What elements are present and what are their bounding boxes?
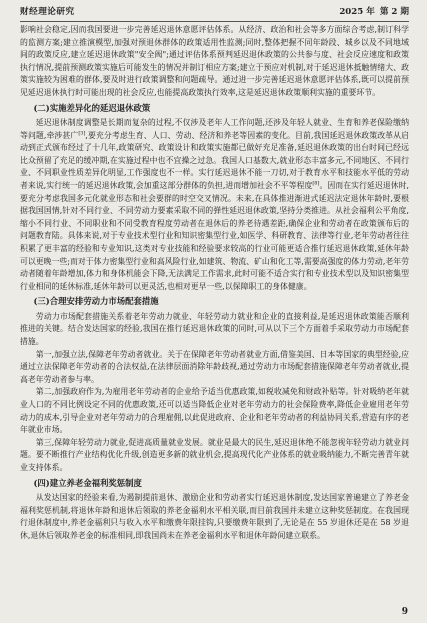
running-header bbox=[20, 6, 409, 22]
citation-ref: [8] bbox=[312, 180, 320, 187]
paragraph: 劳动力市场配套措施关系着老年劳动力就业、年轻劳动力就业和企业的直接利益,是延迟退休政策能否顺利推进的关键。结合发达国家的经验,我国在推行延迟退休政策的同时,可从以下三个方面着手采取劳动力市场配套措施。 bbox=[20, 311, 409, 347]
journal-name: 财经理论研究 bbox=[20, 7, 75, 17]
citation-ref: [3] bbox=[78, 130, 86, 137]
issue-info bbox=[334, 6, 409, 18]
paragraph: 从发达国家的经验来看,为遏制提前退休、激励企业和劳动者实行延迟退休制度,发达国家普遍建立了养老金福利奖惩机制,将退休年龄和退休后领取的养老金福利水平相关联,而目前我国并未建立这种奖惩制度。在我国现行退休制度中,养老金福利只与收入水平和缴费年限挂钩,只要缴费年限到了,无论是在 55 岁退休还是在 58 岁退休,退休后领取养老金的标准相同,即我国尚未在养老金福利水平和退休年龄间建立联系。 bbox=[20, 493, 409, 540]
paragraph: 第二,加强政府作为,为雇用老年劳动者的企业给予适当优惠政策,如税收减免和财政补贴等。针对吸纳老年就业人口的不同比例设定不同的优惠政策,还可以适当降低企业对老年劳动力的社会保险费率,降低企业雇用老年劳动力的成本,引导企业对老年劳动力的合理雇佣,以此促进政府、企业和老年劳动者的利益协同关系,营造有序的老年就业市场。 bbox=[20, 387, 409, 435]
paragraph: 影响社会稳定,因而我国要进一步完善延迟退休意愿评估体系。从经济、政治和社会等多方面综合考虑,制订科学的监测方案;建立推演模型,加强对预退休群体的政策适用性监测;同时,整体把握不同年龄段、城乡以及不同地域间的政策反应,建立延迟退休政策"安全阀";通过评估体系预判延迟退休政策的公共参与度、社会反应速度和政策执行情况,提前预测政策实施后可能发生的情况并制订相应方案;建立于预应对机制,对于延迟退休抵触情绪大、政策实施较为困难的群体,要及时进行政策调整和问题疏导。通过进一步完善延迟退休意愿评估体系,既可以提前预见延迟退休执行时可能出现的社会反应,也能提高政策执行效率,这是延迟退休政策顺利实施的重要环节。 bbox=[20, 25, 409, 97]
page-number: 9 bbox=[401, 607, 408, 617]
paragraph: 第三,保障年轻劳动力就业,促进高质量就业发展。就业是最大的民生,延迟退休绝不能忽视年轻劳动力就业问题。要不断推行产业结构优化升级,创造更多新的就业机会,提高现代化产业体系的就业吸纳能力,不断完善青年就业支持体系。 bbox=[20, 437, 409, 472]
year-label: 2025 年 bbox=[339, 7, 375, 17]
section-heading: (三)合理安排劳动力市场配套措施 bbox=[33, 296, 159, 307]
section-heading: (四)建立养老金福利奖惩制度 bbox=[33, 477, 142, 488]
paragraph: 第一,加强立法,保障老年劳动者就业。关于在保障老年劳动者就业方面,借鉴美国、日本等国家的典型经验,应通过立法保障老年劳动者的合法权益,在法律层面消除年龄歧视,通过劳动力市场配套措施保障老年劳动者就业,提高老年劳动者参与率。 bbox=[20, 349, 409, 384]
paragraph-text: 延迟退休制度调整是长期而复杂的过程,不仅涉及老年人工作问题,还涉及年轻人就业、生育和养老保险缴纳等问题,牵涉甚广 bbox=[20, 118, 409, 140]
section-heading: (二)实施差异化的延迟退休政策 bbox=[33, 102, 151, 113]
paragraph bbox=[20, 117, 409, 293]
paragraph-text: ,要充分考虑生育、人口、劳动、经济和养老等因素的变化。目前,我国延迟退休政策改革从启动到正式颁布经过了十几年,政策研究、政策设计和政策实施都已做好充足准备,延迟退休政策的出台时间已经远比众预留了充足的缓冲期,在实施过程中也不宜操之过急。我国人口基数大,就业形态丰富多元,不同地区、不同行业、不同职业性质差异化明显,工作强度也不一样。实行延迟退休不能一刀切,对于教育水平和技能水平低的劳动者来说,实行统一的延迟退休政策,会加重这部分群体的负担,进而增加社会不平等程度 bbox=[20, 130, 409, 191]
issue-label: 第 2 期 bbox=[379, 7, 409, 17]
article-body bbox=[20, 24, 409, 542]
paragraph-text: 。因而在实行延迟退休时,要充分考虑我国多元化就业形态和社会要群的时空交叉情况。未来,在具体推进渐进式延迟法定退休年龄时,要根据我国国情,针对不同行业、不同劳动力要素采取不同的弹性延迟退休政策,坚持分类推进。从社会福利公平角度,缩小不同行业、不同职业和不同受教育程度劳动者在退休后的养老待遇差距,确保企业和劳动者在政策颁布后的问题教育陆。具体来说,对于专业技术型行业和知识密集型行业,如医学、科研教育、法律等行业,老年劳动者往往积累了更丰富的经验和专业知识,这类对专业技能和经验要求较高的行业可能更适合推行延迟退休政策,延休年龄可以更晚一些;而对于体力密集型行业和高风险行业,如建筑、物流、矿山和化工等,需要高强度的体力劳动,老年劳动者随着年龄增加,体力和身体机能会下降,无法满足工作需求,此时可能不适合实行和专业技术型以及知识密集型行业相同的延休标准,延休年龄可以更灵活,也相对更早一些,以保障职工的身体健康。 bbox=[20, 181, 409, 291]
